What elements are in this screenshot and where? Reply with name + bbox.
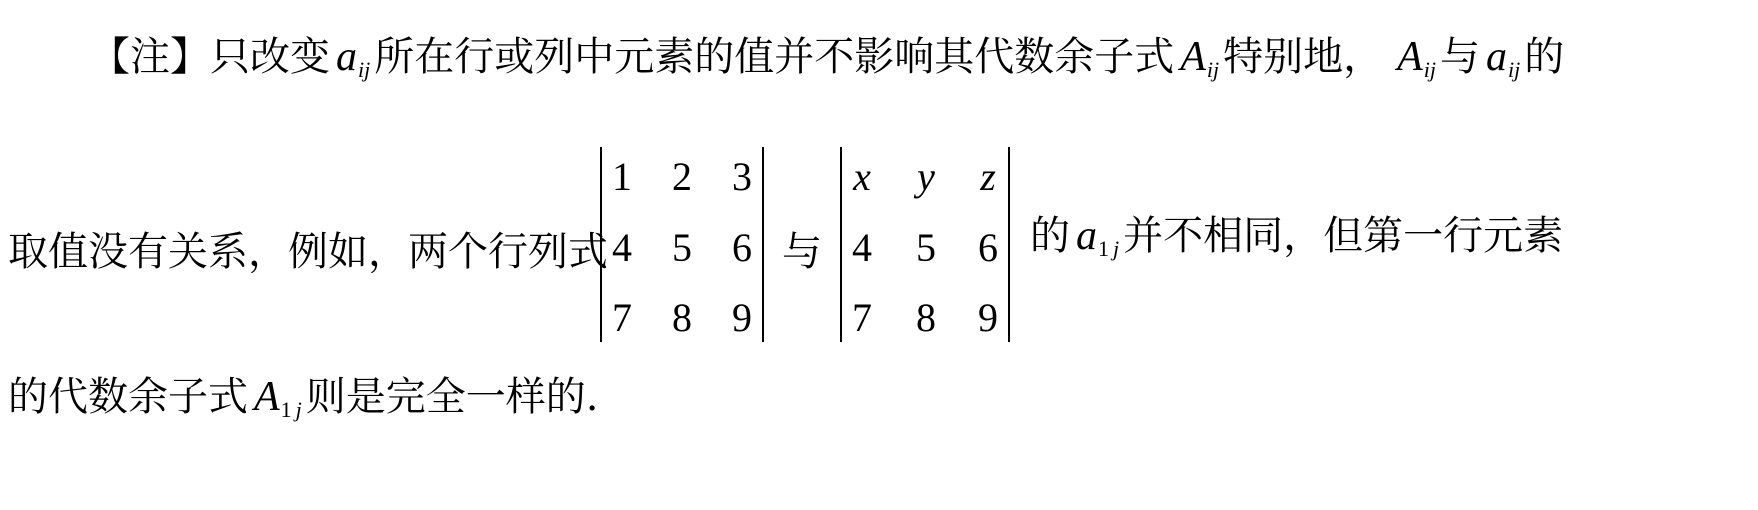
- det1-cell: 7: [612, 295, 632, 340]
- text-de: 的: [1030, 213, 1070, 259]
- var-a-ij-4: a: [1486, 34, 1508, 80]
- note-line-3: [8, 374, 599, 422]
- note-label: 【注】: [90, 34, 210, 80]
- det2-cell: 5: [916, 225, 936, 270]
- note-line-2-end: [1030, 200, 1563, 272]
- sub-ij-3: ij: [1423, 57, 1437, 82]
- var-A-ij: A: [1180, 34, 1206, 80]
- text-rest: 并不相同，但第一行元素: [1123, 213, 1564, 259]
- determinant-1: [600, 147, 764, 342]
- var-A-1j: A: [254, 374, 280, 420]
- connector-text: 与: [782, 229, 822, 275]
- text-4: 与: [1440, 34, 1481, 80]
- det1-cell: 9: [732, 295, 752, 340]
- text-3: 特别地，: [1223, 34, 1384, 80]
- text-1: 只改变: [210, 34, 330, 80]
- det2-cell: 4: [852, 225, 872, 270]
- sub-1j: 1 j: [280, 397, 302, 422]
- det2-cell: x: [853, 154, 871, 199]
- det1-cell: 1: [612, 154, 632, 199]
- text-1: 的代数余子式: [8, 374, 248, 420]
- det2-cell: 9: [978, 295, 998, 340]
- det1-cell: 4: [612, 225, 632, 270]
- det2-cell: 6: [978, 225, 998, 270]
- sub-ij: ij: [358, 57, 371, 82]
- det2-cell: z: [980, 154, 996, 199]
- sub-1j: 1 j: [1098, 236, 1120, 261]
- det1-cell: 6: [732, 225, 752, 270]
- det1-cell: 8: [672, 295, 692, 340]
- note-line-1: [90, 34, 1565, 82]
- det2-cell: y: [917, 154, 935, 199]
- var-a-1j: a: [1076, 213, 1097, 259]
- determinant-2: [840, 147, 1010, 342]
- note-line-2-start: 取值没有关系，例如，两个行列式: [8, 229, 608, 275]
- sub-ij-2: ij: [1206, 57, 1220, 82]
- var-a-ij: a: [336, 34, 357, 80]
- det2-cell: 8: [916, 295, 936, 340]
- var-A-ij-3: A: [1397, 34, 1423, 80]
- det1-cell: 5: [672, 225, 692, 270]
- text-2: 则是完全一样的.: [305, 374, 599, 420]
- det1-cell: 3: [732, 154, 752, 199]
- det2-cell: 7: [852, 295, 872, 340]
- text-2: 所在行或列中元素的值并不影响其代数余子式: [374, 34, 1175, 80]
- sub-ij-4: ij: [1508, 57, 1521, 82]
- det1-cell: 2: [672, 154, 692, 199]
- text-5: 的: [1524, 34, 1565, 80]
